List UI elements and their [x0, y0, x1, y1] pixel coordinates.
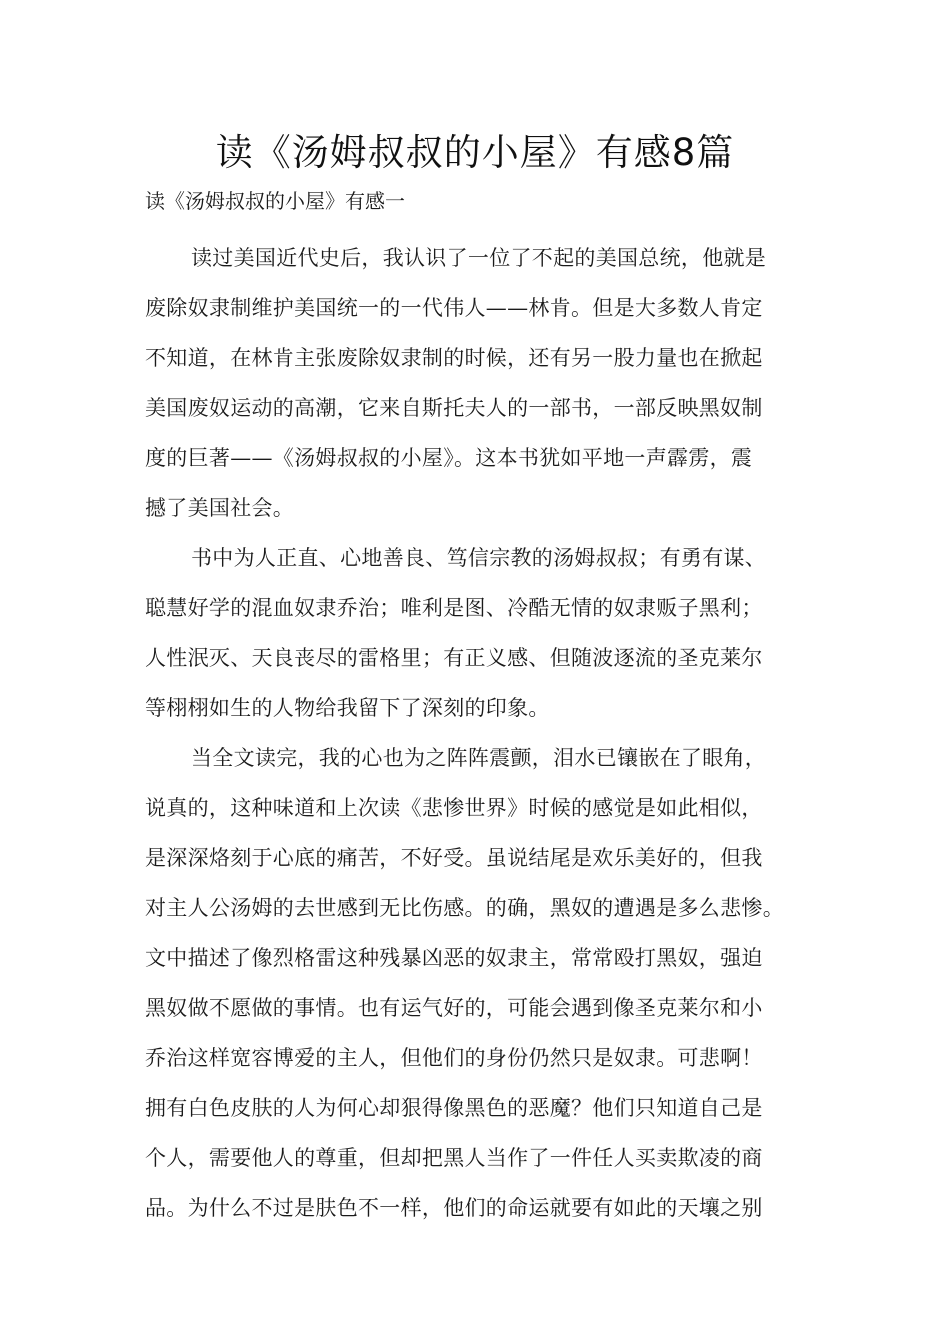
text-line: 乔治这样宽容博爱的主人，但他们的身份仍然只是奴隶。可悲啊！ [145, 1046, 763, 1070]
text-line: 个人，需要他人的尊重，但却把黑人当作了一件任人买卖欺凌的商 [145, 1146, 763, 1170]
document-title: 读《汤姆叔叔的小屋》有感8篇 [215, 131, 735, 174]
text-line: 废除奴隶制维护美国统一的一代伟人——林肯。但是大多数人肯定 [145, 296, 763, 320]
text-line: 品。为什么不过是肤色不一样，他们的命运就要有如此的天壤之别 [145, 1196, 763, 1220]
text-line: 不知道，在林肯主张废除奴隶制的时候，还有另一股力量也在掀起 [145, 346, 763, 370]
text-line: 对主人公汤姆的去世感到无比伤感。的确，黑奴的遭遇是多么悲惨。 [145, 896, 784, 920]
text-line: 聪慧好学的混血奴隶乔治；唯利是图、冷酷无情的奴隶贩子黑利； [145, 596, 763, 620]
text-line: 撼了美国社会。 [145, 496, 295, 520]
text-line: 文中描述了像烈格雷这种残暴凶恶的奴隶主，常常殴打黑奴，强迫 [145, 946, 763, 970]
text-line: 美国废奴运动的高潮，它来自斯托夫人的一部书，一部反映黑奴制 [145, 396, 763, 420]
text-line: 等栩栩如生的人物给我留下了深刻的印象。 [145, 696, 550, 720]
text-line: 当全文读完，我的心也为之阵阵震颤，泪水已镶嵌在了眼角， [191, 746, 767, 770]
text-line: 书中为人正直、心地善良、笃信宗教的汤姆叔叔；有勇有谋、 [191, 546, 767, 570]
text-line: 人性泯灭、天良丧尽的雷格里；有正义感、但随波逐流的圣克莱尔 [145, 646, 763, 670]
text-line: 读过美国近代史后，我认识了一位了不起的美国总统，他就是 [191, 246, 767, 270]
text-line: 黑奴做不愿做的事情。也有运气好的，可能会遇到像圣克莱尔和小 [145, 996, 763, 1020]
text-line: 说真的，这种味道和上次读《悲惨世界》时候的感觉是如此相似， [145, 796, 763, 820]
article-body [145, 233, 845, 1233]
section-heading: 读《汤姆叔叔的小屋》有感一 [145, 189, 405, 213]
text-line: 度的巨著——《汤姆叔叔的小屋》。这本书犹如平地一声霹雳，震 [145, 446, 753, 470]
text-line: 是深深烙刻于心底的痛苦，不好受。虽说结尾是欢乐美好的，但我 [145, 846, 763, 870]
text-line: 拥有白色皮肤的人为何心却狠得像黑色的恶魔？他们只知道自己是 [145, 1096, 763, 1120]
